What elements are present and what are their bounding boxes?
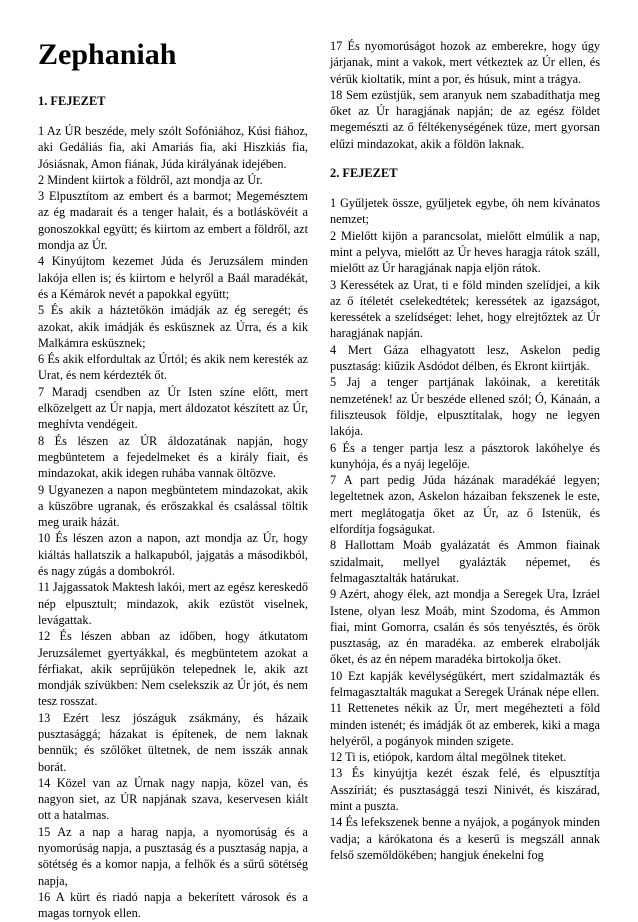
verse: 17 És nyomorúságot hozok az emberekre, hogy úgy járjanak, mint a vakok, mert vétkeztek az Úr ellen, és vérük kioltatik, mint a por, és húsuk, mint a trágya.: [330, 39, 600, 86]
verse: 12 Ti is, etiópok, kardom által megölnek titeket.: [330, 750, 567, 765]
verse: 9 Azért, ahogy élek, azt mondja a Seregek Ura, Izráel Istene, olyan lesz Moáb, mint Szodoma, és Ammon fiai, mint Gomorra, csalán és sós tenyésztés, és örök pusztaság, az én maradéka. az emberek elrabolják őket, és az én népem maradéka birtokolja őket.: [330, 587, 600, 667]
verse: 14 És lefekszenek benne a nyájok, a pogányok minden vadja; a kárókatona és a keserű is megszáll annak felső szemöldökében; hangjuk énekelni fog: [330, 815, 600, 862]
verse: 18 Sem ezüstjük, sem aranyuk nem szabadíthatja meg őket az Úr haragjának napján; de az egész földet megemészti az ő féltékenységének tüze, mert gyorsan elűzi mindazokat, akik a földön laknak.: [330, 87, 600, 151]
verse: 3 Keressétek az Urat, ti e föld minden szelídjei, a kik az ő ítéletét cselekedtétek; keressétek az igazságot, keressétek a szelídséget: lehet, hogy elrejtőztek az Úr haragjának napján.: [330, 277, 600, 341]
verse: 5 Jaj a tenger partjának lakóinak, a keretiták nemzetének! az Úr beszéde ellened szól; Ó, Kánaán, a filiszteusok földje, elpusztítalak, hogy ne legyen lakója.: [330, 375, 600, 439]
left-column: [38, 38, 308, 922]
verse: 4 Kinyújtom kezemet Júda és Jeruzsálem minden lakója ellen is; és kiirtom e helyről a Baál maradékát, és a Kémárok nevét a papokkal együtt;: [38, 254, 308, 301]
verse: 10 Ezt kapják kevélységükért, mert szidalmazták és felmagasztalták magukat a Seregek Urának népe ellen.: [330, 668, 600, 699]
chapter-1-heading: 1. FEJEZET: [38, 94, 106, 108]
verse: 1 Az ÚR beszéde, mely szólt Sofóniához, Kúsi fiához, aki Gedáliás fia, aki Amariás fia, aki Hiszkiás fia, Jósiásnak, Amon fiának, Júda királyának idejében.: [38, 124, 308, 171]
verse: 6 És a tenger partja lesz a pásztorok lakóhelye és kunyhója, és a nyáj legelője.: [330, 440, 600, 471]
chapter-1-verses: [38, 123, 308, 922]
verse: 7 Maradj csendben az Úr Isten színe előtt, mert elközelgett az Úr napja, mert áldozatot készített az Úr, meghívta vendégeit.: [38, 384, 308, 432]
verse: 10 És lészen azon a napon, azt mondja az Úr, hogy kiáltás hallatszik a halkapuból, jajgatás a másodikból, és nagy zúgás a dombokról.: [38, 531, 308, 579]
right-column: [330, 38, 600, 863]
verse: 12 És lészen abban az időben, hogy átkutatom Jeruzsálemet gyertyákkal, és megbüntetem azokat a férfiakat, akik seprűjükön telepednek le, akik azt mondják szívükben: Nem cselekszik az Úr jót, és nem tesz rosszat.: [38, 629, 308, 709]
verse: 13 Ezért lesz jószáguk zsákmány, és házaik pusztasággá; házakat is építenek, de nem laknak bennük; és szőlőket ültetnek, de nem isszák annak borát.: [38, 710, 308, 774]
verse: 8 Hallottam Moáb gyalázatát és Ammon fiainak szidalmait, mellyel gyalázták népemet, és felmagasztalták határukat.: [330, 538, 600, 585]
verse: 14 Közel van az Úrnak nagy napja, közel van, és nagyon siet, az ÚR napjának szava, keservesen kiált ott a hatalmas.: [38, 775, 308, 823]
verse: 4 Mert Gáza elhagyatott lesz, Askelon pedig pusztaság: kiűzik Asdódot délben, és Ekront kiirtják.: [330, 342, 600, 374]
verse: 9 Ugyanezen a napon megbüntetem mindazokat, akik a küszöbre ugranak, és erőszakkal és csalással töltik meg uraik házát.: [38, 482, 308, 530]
verse: 11 Rettenetes nékik az Úr, mert megéhezteti a föld minden istenét; és imádják őt az emberek, kiki a maga helyéről, a pogányok minden szigete.: [330, 701, 600, 748]
chapter-spacer: [330, 152, 600, 166]
verse: 6 És akik elfordultak az Úrtól; és akik nem keresték az Urat, és nem kérdezték őt.: [38, 352, 308, 383]
verse: 7 A part pedig Júda házának maradékáé legyen; legeltetnek azon, Askelon házaiban fekszenek le este, mert meglátogatja őket az Úr, az ő Istenük, és elfordítja fogságukat.: [330, 473, 600, 537]
chapter-2-heading: 2. FEJEZET: [330, 166, 398, 181]
verse: 2 Mielőtt kijön a parancsolat, mielőtt elmúlik a nap, mint a pelyva, mielőtt az Úr heves haragja rátok száll, mielőtt az Úr haragjának napja eljön rátok.: [330, 228, 600, 276]
document-title: Zephaniah: [38, 38, 177, 71]
verse: 11 Jajgassatok Maktesh lakói, mert az egész kereskedő nép elpusztult; mindazok, akik ezüstöt viselnek, levágattak.: [38, 580, 308, 627]
chapter-2-verses: [330, 195, 600, 863]
verse: 13 És kinyújtja kezét észak felé, és elpusztítja Asszíriát; és pusztasággá teszi Ninivét, és kiszárad, mint a puszta.: [330, 766, 600, 814]
chapter-1-verses-continued: [330, 38, 600, 152]
verse: 3 Elpusztítom az embert és a barmot; Megemésztem az ég madarait és a tenger halait, és a botláskövéit a gonoszokkal együtt; és kiirtom az embert a földről, azt mondja az Úr.: [38, 189, 308, 253]
verse: 15 Az a nap a harag napja, a nyomorúság és a nyomorúság napja, a pusztaság és a pusztaság napja, a sötétség és a komor napja, a felhők és a sűrű sötétség napja,: [38, 824, 308, 888]
verse: 16 A kürt és riadó napja a bekerített városok és a magas tornyok ellen.: [38, 889, 308, 921]
verse: 5 És akik a háztetőkön imádják az ég seregét; és azokat, akik imádják és esküsznek az Úrra, és a kik Malkámra esküsznek;: [38, 303, 308, 350]
verse: 1 Gyűljetek össze, gyűljetek egybe, óh nem kívánatos nemzet;: [330, 196, 600, 227]
verse: 2 Mindent kiirtok a földről, azt mondja az Úr.: [38, 172, 263, 187]
verse: 8 És lészen az ÚR áldozatának napján, hogy megbüntetem a fejedelmeket és a király fiait, és mindazokat, akik idegen ruhába vannak öltözve.: [38, 433, 308, 481]
